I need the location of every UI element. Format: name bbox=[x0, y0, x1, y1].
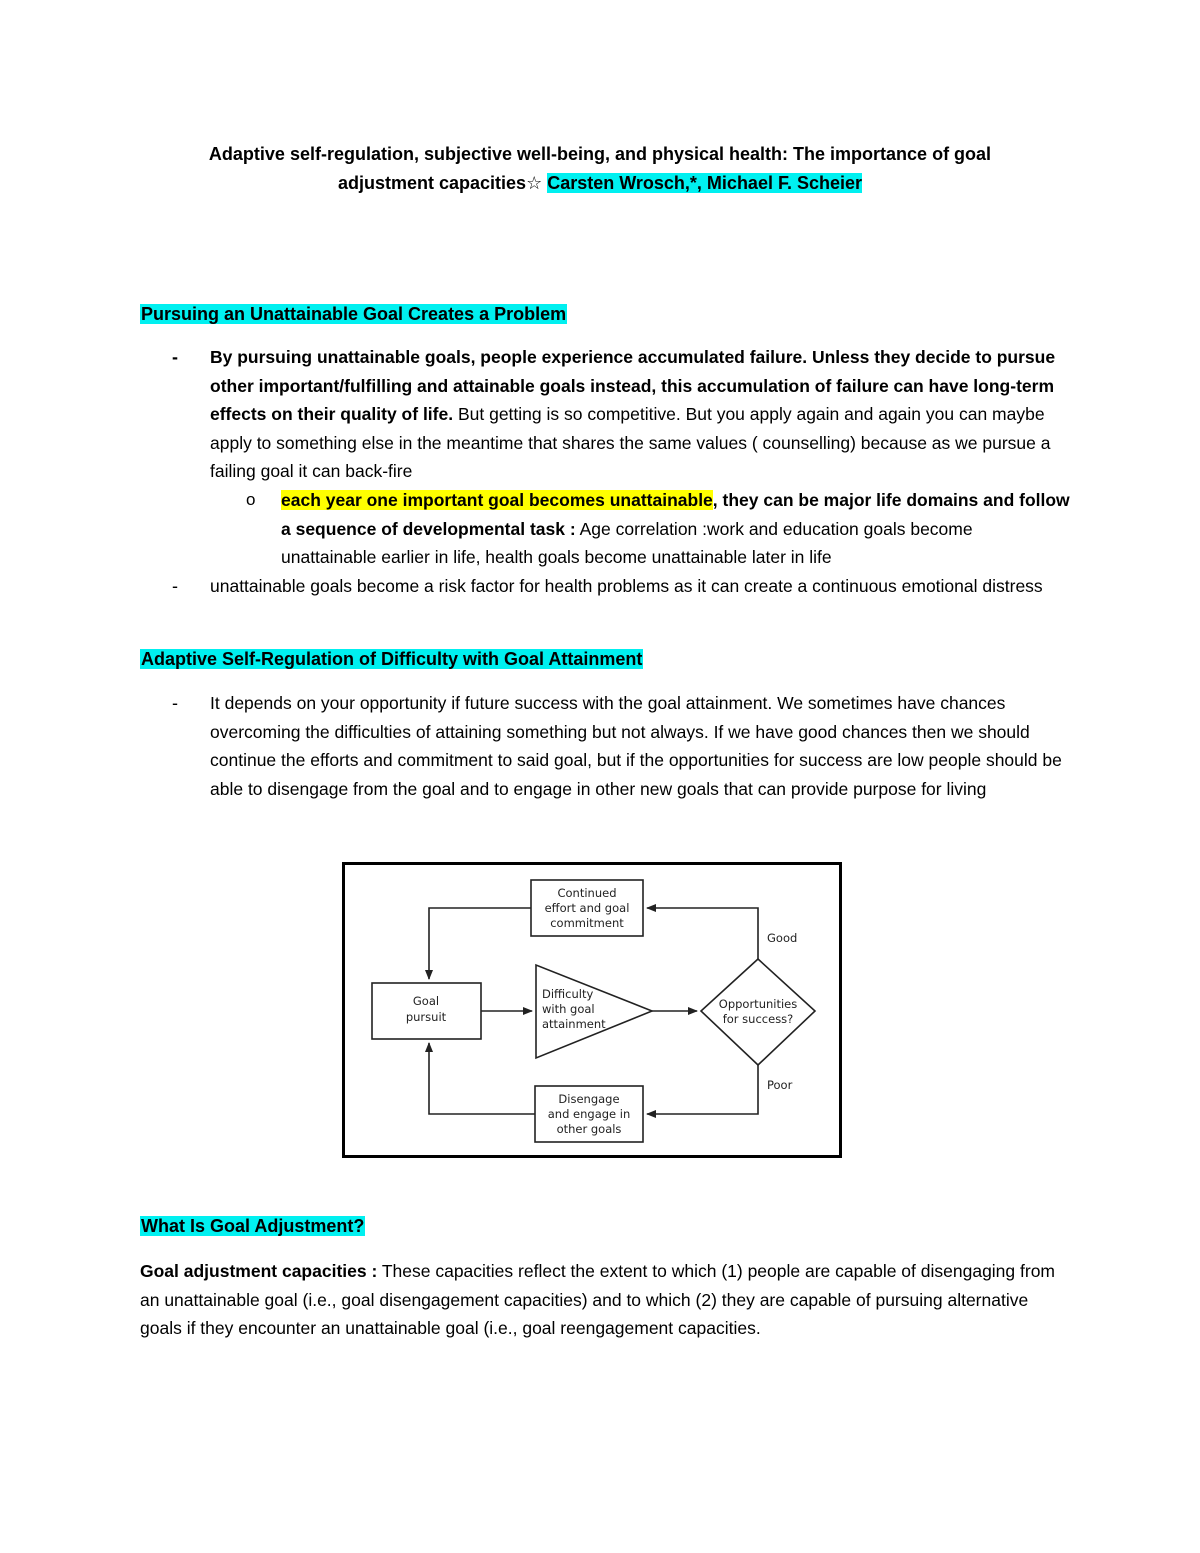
disengage-line-3: other goals bbox=[556, 1122, 622, 1136]
title-line-1: Adaptive self-regulation, subjective well-being, and physical health: The importance of goal bbox=[208, 144, 992, 164]
sub-bullet-bold: , they can be major life domains and follow a sequence of developmental task : bbox=[281, 490, 1070, 539]
bullet-marker: - bbox=[172, 347, 178, 367]
difficulty-line-2: with goal bbox=[542, 1002, 595, 1016]
paragraph-text: These capacities reflect the extent to which (1) people are capable of disengaging from an unattainable goal (i.e., goal disengagement capacities) and to which (2) they are capable of pursuing alternative goals if they encounter an unattainable goal (i.e., goal reengagement capacities. bbox=[140, 1261, 1056, 1339]
bullet-rest-text: But getting is so competitive. But you apply again and again you can maybe apply to something else in the meantime that shares the same values ( counselling) because as we pursue a failing goal it can back-fire bbox=[210, 404, 1051, 482]
section-heading-unattainable-goal: Pursuing an Unattainable Goal Creates a Problem bbox=[141, 304, 567, 324]
disengage-line-2: and engage in bbox=[547, 1107, 631, 1121]
sub-bullet-marker: o bbox=[246, 490, 256, 509]
poor-label: Poor bbox=[767, 1078, 793, 1092]
section-heading-goal-adjustment: What Is Goal Adjustment? bbox=[141, 1216, 365, 1236]
sub-bullet-rest: Age correlation :work and education goals become unattainable earlier in life, health goals become unattainable later in life bbox=[281, 518, 973, 568]
document-title bbox=[140, 140, 1060, 198]
sub-bullet-highlight: each year one important goal becomes unattainable bbox=[281, 490, 713, 510]
arrow-continued-to-goal bbox=[429, 908, 531, 979]
goal-line-2: pursuit bbox=[405, 1010, 447, 1024]
sub-bullet-yearly-goal bbox=[281, 486, 1071, 572]
section-heading-adaptive-self-regulation: Adaptive Self-Regulation of Difficulty with Goal Attainment bbox=[141, 649, 643, 669]
title-line-2 bbox=[140, 169, 1060, 198]
disengage-line-1: Disengage bbox=[558, 1092, 620, 1106]
difficulty-line-3: attainment bbox=[542, 1017, 606, 1031]
goal-adjustment-diagram bbox=[342, 862, 842, 1158]
paragraph-bold-term: Goal adjustment capacities : bbox=[140, 1261, 378, 1281]
opportunities-line-2: for success? bbox=[722, 1012, 794, 1026]
good-label: Good bbox=[767, 931, 798, 945]
difficulty-line-1: Difficulty bbox=[542, 987, 594, 1001]
paragraph-goal-adjustment-capacities bbox=[140, 1257, 1070, 1343]
bullet-accumulated-failure bbox=[210, 343, 1070, 486]
opportunities-line-1: Opportunities bbox=[718, 997, 798, 1011]
bullet-marker: - bbox=[172, 576, 178, 596]
arrow-poor-to-disengage bbox=[647, 1065, 758, 1114]
continued-line-2: effort and goal bbox=[544, 901, 630, 915]
bullet-marker: - bbox=[172, 693, 178, 713]
bullet-opportunity: It depends on your opportunity if future success with the goal attainment. We sometimes have chances overcoming the difficulties of attaining something but not always. If we have good chances then we should continue the efforts and commitment to said goal, but if the opportunities for success are low people should be able to disengage from the goal and to engage in other new goals that can provide purpose for living bbox=[210, 693, 1062, 799]
bullet-bold-text: By pursuing unattainable goals, people experience accumulated failure. Unless they decide to pursue other important/fulfilling and attainable goals instead, this accumulation of failure can have long-term effects on their quality of life. bbox=[210, 347, 1056, 425]
arrow-disengage-to-goal bbox=[429, 1043, 535, 1114]
diagram-svg bbox=[345, 865, 839, 1155]
arrow-good-to-continued bbox=[647, 908, 758, 959]
title-authors: Carsten Wrosch,*, Michael F. Scheier bbox=[547, 173, 862, 193]
bullet-risk-factor: unattainable goals become a risk factor for health problems as it can create a continuous emotional distress bbox=[210, 576, 1043, 596]
continued-line-3: commitment bbox=[550, 916, 624, 930]
continued-line-1: Continued bbox=[557, 886, 617, 900]
goal-line-1: Goal bbox=[412, 994, 440, 1008]
title-line-2-prefix: adjustment capacities☆ bbox=[338, 173, 548, 193]
